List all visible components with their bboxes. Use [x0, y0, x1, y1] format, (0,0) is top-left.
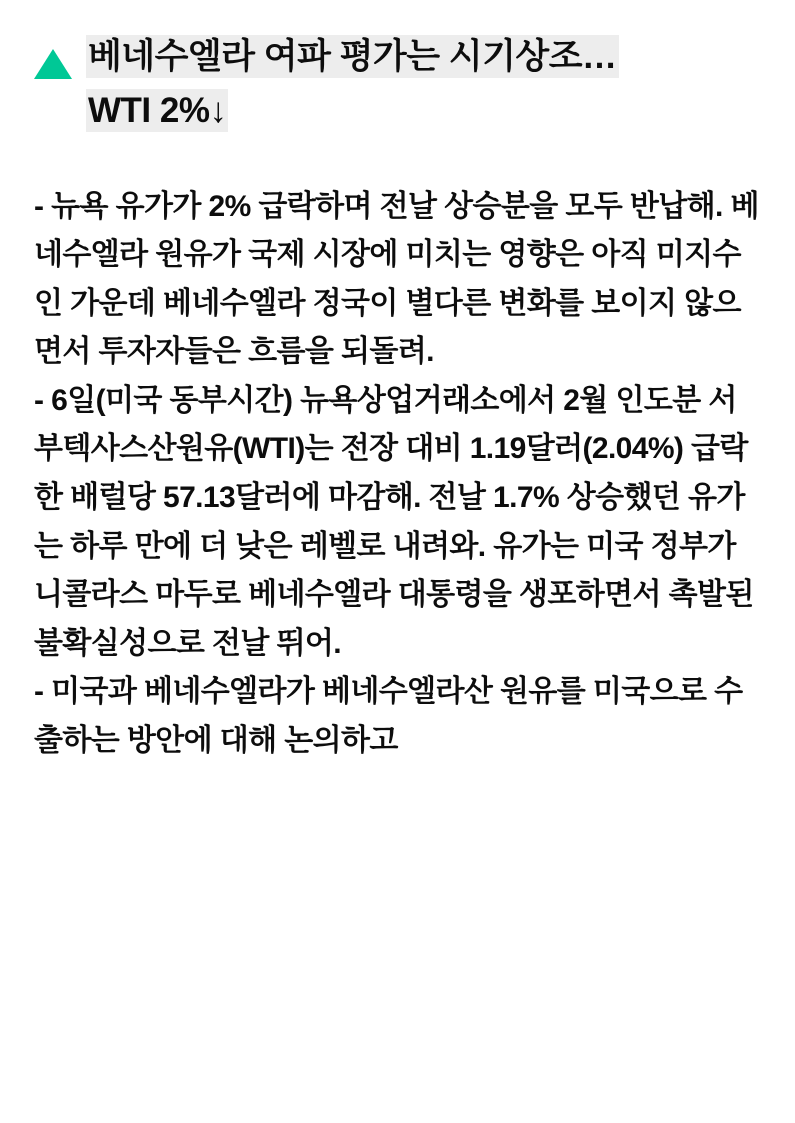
triangle-up-icon: [34, 49, 72, 79]
page-title: [86, 30, 619, 139]
headline-line-1: 베네수엘라 여파 평가는 시기상조…: [88, 37, 617, 76]
headline-line-2: WTI 2%↓: [88, 91, 227, 131]
article-paragraph: - 미국과 베네수엘라가 베네수엘라산 원유를 미국으로 수출하는 방안에 대해 논의하고: [34, 675, 743, 758]
article-paragraph: - 뉴욕 유가가 2% 급락하며 전날 상승분을 모두 반납해. 베네수엘라 원유가 국제 시장에 미치는 영향은 아직 미지수인 가운데 베네수엘라 정국이 별다른 변화를 보이지 않으면서 투자자들은 흐름을 되돌려.: [34, 189, 759, 369]
article-paragraph: - 6일(미국 동부시간) 뉴욕상업거래소에서 2월 인도분 서부텍사스산원유(WTI)는 전장 대비 1.19달러(2.04%) 급락한 배럴당 57.13달러에 마감해. 전날 1.7% 상승했던 유가는 하루 만에 더 낮은 레벨로 내려와. 유가는 미국 정부가 니콜라스 마두로 베네수엘라 대통령을 생포하면서 촉발된 불확실성으로 전날 뛰어.: [34, 383, 754, 660]
headline-row: [34, 30, 761, 139]
article-body: [34, 183, 761, 766]
